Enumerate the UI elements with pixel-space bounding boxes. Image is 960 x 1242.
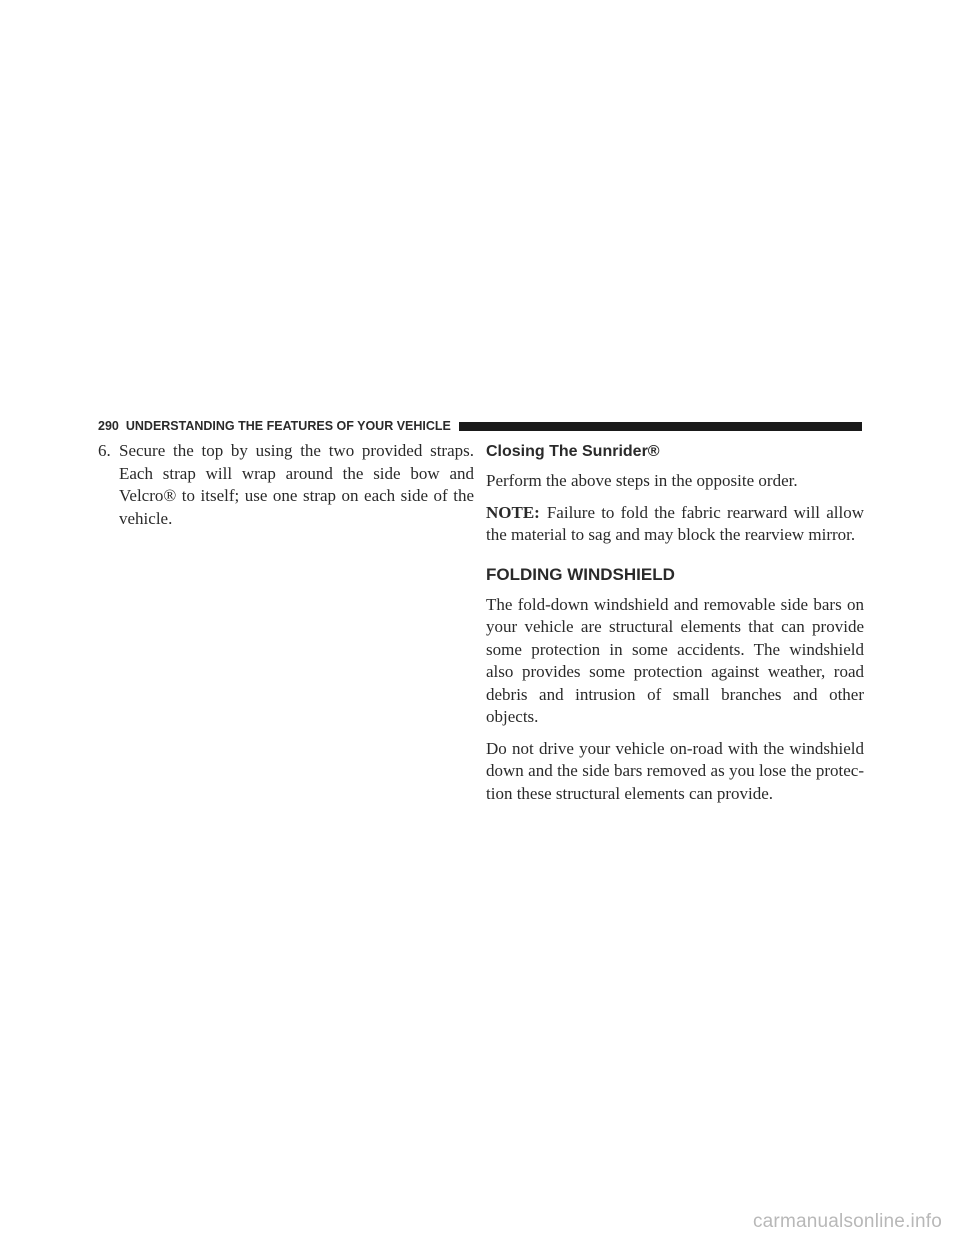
numbered-step bbox=[98, 440, 474, 530]
paragraph-windshield-structure: The fold-down windshield and removable side bars on your vehicle are structural elements that can provide some protection in some accidents. The windshield also provides some protection against weather, road debris and intrusion of small branches and other objects. bbox=[486, 594, 864, 726]
step-text: Secure the top by using the two provided straps. Each strap will wrap around the side bow and Velcro® to itself; use one strap on each side of the vehicle. bbox=[119, 441, 474, 528]
page-number: 290 bbox=[98, 419, 119, 433]
step-number: 6. bbox=[98, 441, 111, 460]
note-label: NOTE: bbox=[486, 502, 540, 522]
left-column bbox=[98, 440, 474, 530]
subheading-closing-sunrider: Closing The Sunrider® bbox=[486, 443, 660, 460]
heading-folding-windshield: FOLDING WINDSHIELD bbox=[486, 564, 675, 584]
watermark: carmanualsonline.info bbox=[752, 1211, 942, 1232]
page-header bbox=[98, 416, 862, 436]
right-column bbox=[486, 440, 864, 814]
note-paragraph bbox=[486, 502, 864, 547]
header-rule bbox=[459, 422, 862, 431]
paragraph-do-not-drive: Do not drive your vehicle on-road with the windshield down and the side bars removed as you lose the protec-tion these structural elements can provide. bbox=[486, 738, 864, 803]
note-text: Failure to fold the fabric rearward will allow the material to sag and may block the rearview mirror. bbox=[486, 502, 864, 544]
paragraph-opposite-order: Perform the above steps in the opposite order. bbox=[486, 471, 798, 490]
section-title: UNDERSTANDING THE FEATURES OF YOUR VEHICLE bbox=[125, 419, 451, 433]
